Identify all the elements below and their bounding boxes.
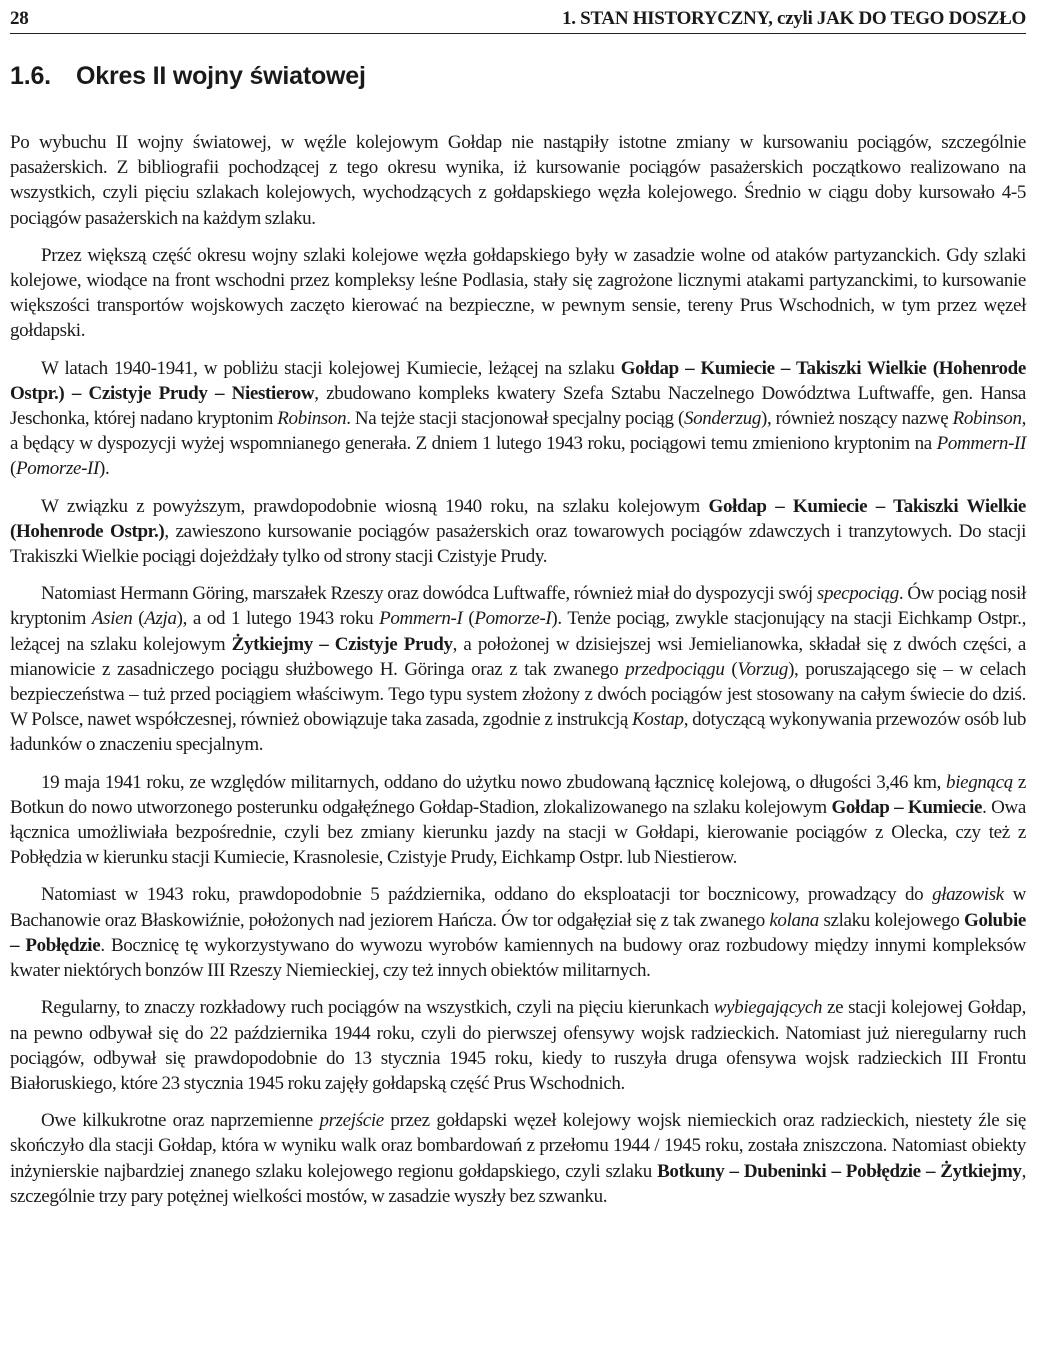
text-run: ). Tenże pociąg, zwykle stacjonujący na stacji Eichkamp Ostpr., leżącej na szlaku kolejowym <box>10 608 1026 655</box>
section-number: 1.6. <box>10 62 51 90</box>
body-text <box>10 130 1026 1221</box>
text-run: szlaku kolejowego <box>818 909 965 931</box>
bold-route-name: Botkuny – Dubeninki – Pobłędzie – Żytkiejmy <box>657 1160 1022 1182</box>
italic-term: specpociąg <box>816 583 899 605</box>
chapter-title: 1. STAN HISTORYCZNY, czyli JAK DO TEGO DOSZŁO <box>562 8 1026 29</box>
text-run: W związku z powyższym, prawdopodobnie wiosną 1940 roku, na szlaku kolejowym <box>41 495 709 517</box>
section-title: Okres II wojny światowej <box>76 62 366 90</box>
text-run: , a położonej w dzisiejszej wsi Jemielianowka, składał się z dwóch części, a mianowicie z zasadniczego pociągu służbowego H. Göringa oraz z tak zwanego <box>10 633 1027 680</box>
paragraph <box>10 995 1026 1096</box>
italic-term: Pomorze-I <box>474 608 552 630</box>
bold-route-name: Gołdap – Kumiecie <box>831 796 983 818</box>
text-run: . Owa łącznica umożliwiała bezpośrednie, czyli bez zmiany kierunku jazdy na stacji w Gołdapi, kierowanie pociągów z Olecka, czy też z Pobłędzia w kierunku stacji Kumiecie, Krasnolesie, Czistyje Prudy, Eichkamp Ostpr. lub Niestierow. <box>10 796 1026 869</box>
italic-term: Vorzug <box>737 658 789 680</box>
paragraph <box>10 356 1026 482</box>
text-run: 19 maja 1941 roku, ze względów militarnych, oddano do użytku nowo zbudowaną łącznicę kolejową, o długości 3,46 km, <box>41 771 947 793</box>
bold-route-name: Golubie – Pobłędzie <box>10 909 1026 956</box>
italic-term: Sonderzug <box>683 408 762 430</box>
italic-term: przejście <box>319 1110 384 1132</box>
text-run: ). <box>99 458 110 480</box>
italic-term: Azja <box>144 608 177 630</box>
italic-term: Pommern-II <box>936 433 1026 455</box>
italic-term: biegnącą <box>946 771 1013 793</box>
text-run: Natomiast Hermann Göring, marszałek Rzeszy oraz dowódca Luftwaffe, również miał do dyspozycji swój <box>41 583 817 605</box>
text-run: Po wybuchu II wojny światowej, w węźle kolejowym Gołdap nie nastąpiły istotne zmiany w kursowaniu pociągów, szczególnie pasażerskich. Z bibliografii pochodzącej z tego okresu wynika, iż kursowanie pociągów pasażerskich początkowo realizowano na wszystkich, czyli pięciu szlakach kolejowych, wychodzących z gołdapskiego węzła kolejowego. Średnio w ciągu doby kursowało 4-5 pociągów pasażerskich na każdym szlaku. <box>10 132 1026 229</box>
paragraph <box>10 882 1026 983</box>
italic-term: przedpociągu <box>625 658 725 680</box>
text-run: ), poruszającego się – w celach bezpieczeństwa – tuż przed pociągiem właściwym. Tego typu system złożony z dwóch pociągów jest stosowany na całym świecie do dziś. W Polsce, nawet współczesnej, również obowiązuje taka zasada, zgodnie z instrukcją <box>10 658 1026 731</box>
text-run: , dotyczącą wykonywania przewozów osób lub ładunków o znaczeniu specjalnym. <box>10 709 1026 756</box>
bold-route-name: Żytkiejmy – Czistyje Prudy <box>231 633 453 655</box>
text-run: , zawieszono kursowanie pociągów pasażerskich oraz towarowych pociągów zdawczych i tranzytowych. Do stacji Trakiszki Wielkie pociągi dojeżdżały tylko od strony stacji Czistyje Prudy. <box>10 520 1027 568</box>
text-run: , zbudowano kompleks kwatery Szefa Sztabu Naczelnego Dowództwa Luftwaffe, gen. Hansa Jeschonka, której nadano kryptonim <box>10 382 1026 430</box>
text-run: ( <box>724 658 738 680</box>
text-run: Owe kilkukrotne oraz naprzemienne <box>41 1110 320 1132</box>
section-heading <box>10 62 366 91</box>
text-run: ), a od 1 lutego 1943 roku <box>176 608 380 630</box>
text-run: Przez większą część okresu wojny szlaki kolejowe węzła gołdapskiego były w zasadzie wolne od ataków partyzanckich. Gdy szlaki kolejowe, wiodące na front wschodni przez kompleksy leśne Podlasia, stały się zagrożone licznymi atakami partyzanckimi, to kursowanie większości transportów wojskowych zaczęto kierować na bezpieczne, w pewnym sensie, tereny Prus Wschodnich, w tym przez węzeł gołdapski. <box>10 244 1026 342</box>
italic-term: głazowisk <box>932 884 1004 906</box>
text-run: z Botkun do nowo utworzonego posterunku odgałęźnego Gołdap-Stadion, zlokalizowanego na szlaku kolejowym <box>10 771 1026 818</box>
text-run: , szczególnie trzy pary potężnej wielkości mostów, w zasadzie wyszły bez szwanku. <box>10 1160 1026 1207</box>
text-run: ), również noszący nazwę <box>761 408 953 430</box>
text-run: Regularny, to znaczy rozkładowy ruch pociągów na wszystkich, czyli na pięciu kierunkach <box>41 997 714 1019</box>
paragraph <box>10 130 1026 231</box>
running-head <box>10 4 1026 34</box>
text-run: . Ów pociąg nosił kryptonim <box>10 583 1026 630</box>
paragraph <box>10 770 1026 871</box>
italic-term: Asien <box>91 608 133 630</box>
text-run: w Bachanowie oraz Błaskowiźnie, położonych nad jeziorem Hańcza. Ów tor odgałęział się z tak zwanego <box>10 884 1026 931</box>
text-run: . Bocznicę tę wykorzystywano do wywozu wyrobów kamiennych na budowy oraz rozbudowy między innymi kompleksów kwater niektórych bonzów III Rzeszy Niemieckiej, czy też innych obiektów militarnych. <box>10 934 1027 982</box>
paragraph <box>10 243 1026 344</box>
italic-term: kolana <box>769 909 819 931</box>
italic-term: Robinson <box>952 408 1022 430</box>
page-number: 28 <box>10 8 29 29</box>
text-run: Natomiast w 1943 roku, prawdopodobnie 5 października, oddano do eksploatacji tor bocznicowy, prowadzący do <box>41 884 933 906</box>
text-run: ( <box>132 608 145 630</box>
text-run: przez gołdapski węzeł kolejowy wojsk niemieckich oraz radzieckich, niestety źle się skończyło dla stacji Gołdap, która w wyniku walk oraz bombardowań z przełomu 1944 / 1945 roku, została zniszczona. Natomiast obiekty inżynierskie najbardziej znanego szlaku kolejowego regionu gołdapskiego, czyli szlaku <box>10 1110 1026 1182</box>
italic-term: Kostap <box>631 709 684 731</box>
italic-term: wybiegających <box>713 997 823 1019</box>
text-run: ( <box>462 608 475 630</box>
text-run: ze stacji kolejowej Gołdap, na pewno odbywał się do 22 października 1944 roku, czyli do pierwszej ofensywy wojsk radzieckich. Natomiast już nieregularny ruch pociągów, odbywał się prawdopodobnie do 13 stycznia 1945 roku, kiedy to ruszyła druga ofensywa wojsk radzieckich III Frontu Białoruskiego, które 23 stycznia 1945 roku zajęły gołdapską część Prus Wschodnich. <box>10 997 1026 1094</box>
italic-term: Pommern-I <box>379 608 463 630</box>
bold-route-name: Gołdap – Kumiecie – Takiszki Wielkie (Hohenrode Ostpr.) <box>10 495 1026 542</box>
paragraph <box>10 581 1026 757</box>
text-run: W latach 1940-1941, w pobliżu stacji kolejowej Kumiecie, leżącej na szlaku <box>41 357 621 379</box>
bold-route-name: Gołdap – Kumiecie – Takiszki Wielkie (Hohenrode Ostpr.) – Czistyje Prudy – Niestierow <box>10 357 1026 404</box>
italic-term: Pomorze-II <box>15 458 100 480</box>
italic-term: Robinson <box>277 408 347 430</box>
text-run: . Na tejże stacji stacjonował specjalny pociąg ( <box>346 408 684 430</box>
paragraph <box>10 1108 1026 1209</box>
text-run: ( <box>10 458 16 480</box>
paragraph <box>10 494 1026 570</box>
text-run: , a będący w dyspozycji wyżej wspomnianego generała. Z dniem 1 lutego 1943 roku, pociągowi temu zmieniono kryptonim na <box>10 408 1026 455</box>
